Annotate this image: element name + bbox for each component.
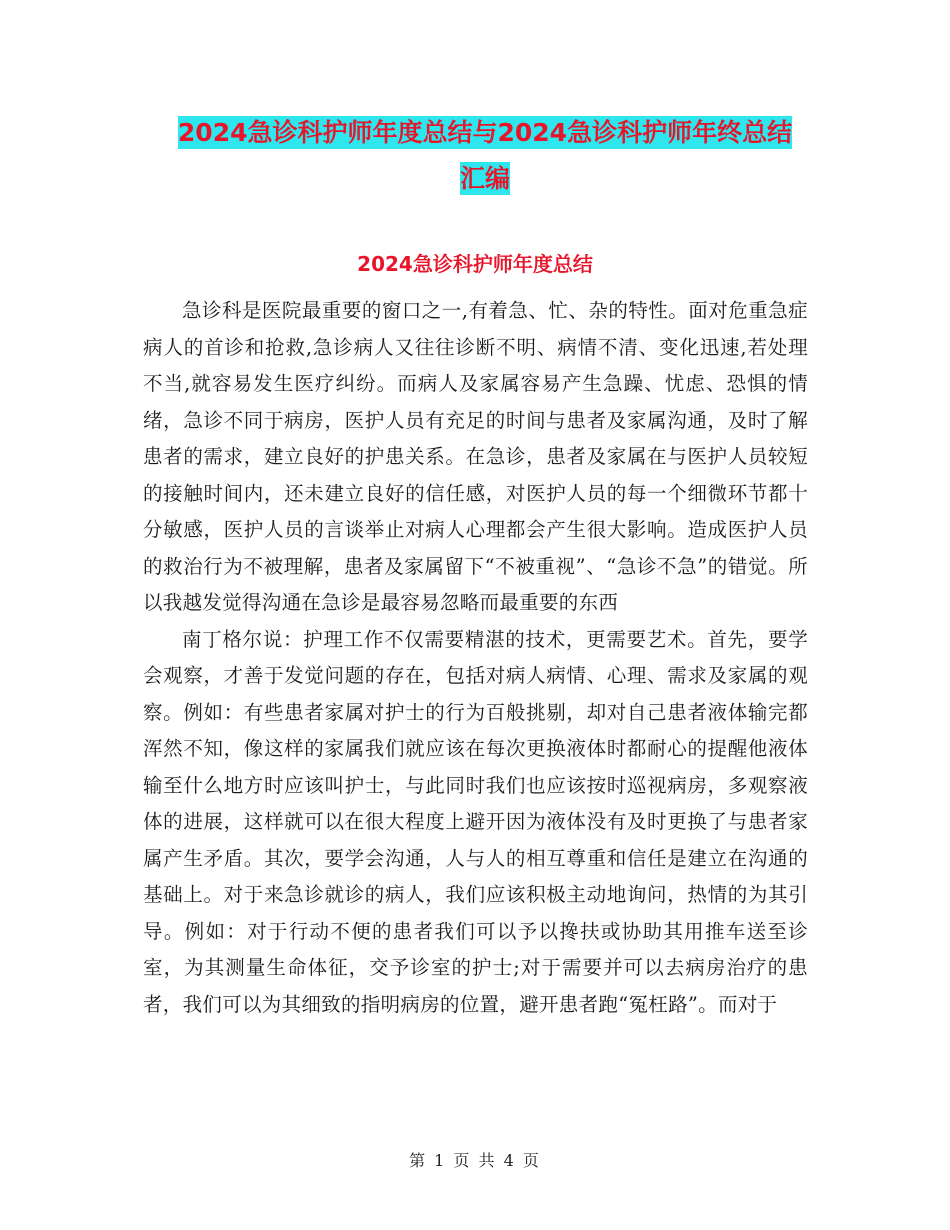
document-title-line1: 2024急诊科护师年度总结与2024急诊科护师年终总结 <box>177 118 793 147</box>
document-title <box>140 110 830 202</box>
section-title: 2024急诊科护师年度总结 <box>357 252 593 276</box>
paragraph: 南丁格尔说：护理工作不仅需要精湛的技术，更需要艺术。首先，要学会观察，才善于发觉问题的存在，包括对病人病情、心理、需求及家属的观察。例如：有些患者家属对护士的行为百般挑剔，却对自己患者液体输完都浑然不知，像这样的家属我们就应该在每次更换液体时都耐心的提醒他液体输至什么地方时应该叫护士，与此同时我们也应该按时巡视病房，多观察液体的进展，这样就可以在很大程度上避开因为液体没有及时更换了与患者家属产生矛盾。其次，要学会沟通，人与人的相互尊重和信任是建立在沟通的基础上。对于来急诊就诊的病人，我们应该积极主动地询问，热情的为其引导。例如：对于行动不便的患者我们可以予以搀扶或协助其用推车送至诊室，为其测量生命体征，交予诊室的护士;对于需要并可以去病房治疗的患者，我们可以为其细致的指明病房的位置，避开患者跑“冤枉路”。而对于 <box>143 627 808 1016</box>
body-text <box>143 293 808 1023</box>
paragraph: 急诊科是医院最重要的窗口之一,有着急、忙、杂的特性。面对危重急症病人的首诊和抢救,急诊病人又往往诊断不明、病情不清、变化迅速,若处理不当,就容易发生医疗纠纷。而病人及家属容易产生急躁、忧虑、恐惧的情绪，急诊不同于病房，医护人员有充足的时间与患者及家属沟通，及时了解患者的需求，建立良好的护患关系。在急诊，患者及家属在与医护人员较短的接触时间内，还未建立良好的信任感，对医护人员的每一个细微环节都十分敏感，医护人员的言谈举止对病人心理都会产生很大影响。造成医护人员的救治行为不被理解，患者及家属留下“不被重视”、“急诊不急”的错觉。所以我越发觉得沟通在急诊是最容易忽略而最重要的东西 <box>143 299 808 614</box>
document-title-line2: 汇编 <box>459 164 510 193</box>
page-footer: 第 1 页 共 4 页 <box>409 1151 541 1170</box>
